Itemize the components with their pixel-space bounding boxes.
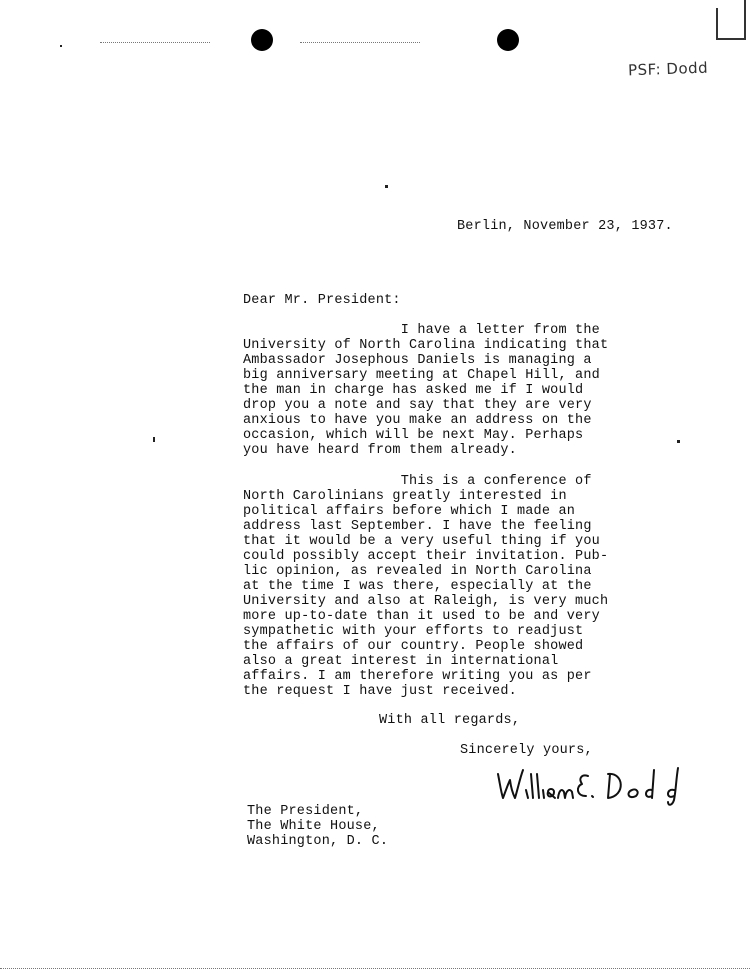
scan-artifact-corner-bar: [716, 38, 746, 40]
paragraph-line: you have heard from them already.: [243, 443, 517, 458]
scan-artifact-corner: [716, 8, 718, 38]
scan-speck: [677, 440, 680, 443]
salutation: Dear Mr. President:: [243, 293, 401, 308]
paragraph-line: University and also at Raleigh, is very much: [243, 594, 609, 609]
scan-artifact-top-right: [300, 42, 420, 44]
scan-artifact-right-edge: [744, 0, 746, 40]
paragraph-line: could possibly accept their invitation. Pub-: [243, 549, 609, 564]
recipient-line: Washington, D. C.: [247, 834, 389, 849]
paragraph-line: more up-to-date than it used to be and very: [243, 609, 600, 624]
paragraph-2: [243, 474, 663, 699]
scan-artifact-bottom: [0, 968, 750, 970]
scan-speck: [60, 45, 62, 47]
paragraph-line: that it would be a very useful thing if you: [243, 534, 600, 549]
paragraph-line: political affairs before which I made an: [243, 504, 576, 519]
scan-artifact-top: [100, 42, 210, 44]
paragraph-line: North Carolinians greatly interested in: [243, 489, 567, 504]
archive-mark: PSF: Dodd: [627, 58, 709, 80]
paragraph-line: affairs. I am therefore writing you as per: [243, 669, 592, 684]
paragraph-line: sympathetic with your efforts to readjust: [243, 624, 584, 639]
punch-hole-right: [497, 29, 519, 51]
paragraph-line: the man in charge has asked me if I would: [243, 383, 584, 398]
scan-speck: [153, 437, 155, 442]
scan-speck: [385, 185, 388, 188]
paragraph-line: lic opinion, as revealed in North Carolina: [243, 564, 592, 579]
paragraph-line: big anniversary meeting at Chapel Hill, and: [243, 368, 600, 383]
paragraph-line: This is a conference of: [243, 474, 592, 489]
paragraph-line: at the time I was there, especially at the: [243, 579, 592, 594]
paragraph-1: [243, 323, 663, 458]
signature: [492, 760, 702, 810]
paragraph-line: the request I have just received.: [243, 684, 517, 699]
recipient-line: The President,: [247, 804, 364, 819]
paragraph-line: Ambassador Josephous Daniels is managing a: [243, 353, 592, 368]
recipient-line: The White House,: [247, 819, 380, 834]
closing-regards: With all regards,: [379, 713, 521, 728]
dateline: Berlin, November 23, 1937.: [457, 219, 673, 234]
paragraph-line: the affairs of our country. People showed: [243, 639, 584, 654]
paragraph-line: occasion, which will be next May. Perhaps: [243, 428, 584, 443]
paragraph-line: also a great interest in international: [243, 654, 559, 669]
paragraph-line: I have a letter from the: [243, 323, 600, 338]
paragraph-line: University of North Carolina indicating that: [243, 338, 609, 353]
closing-sincerely: Sincerely yours,: [460, 743, 593, 758]
paragraph-line: address last September. I have the feeling: [243, 519, 592, 534]
punch-hole-left: [251, 29, 273, 51]
paragraph-line: drop you a note and say that they are very: [243, 398, 592, 413]
paragraph-line: anxious to have you make an address on the: [243, 413, 592, 428]
